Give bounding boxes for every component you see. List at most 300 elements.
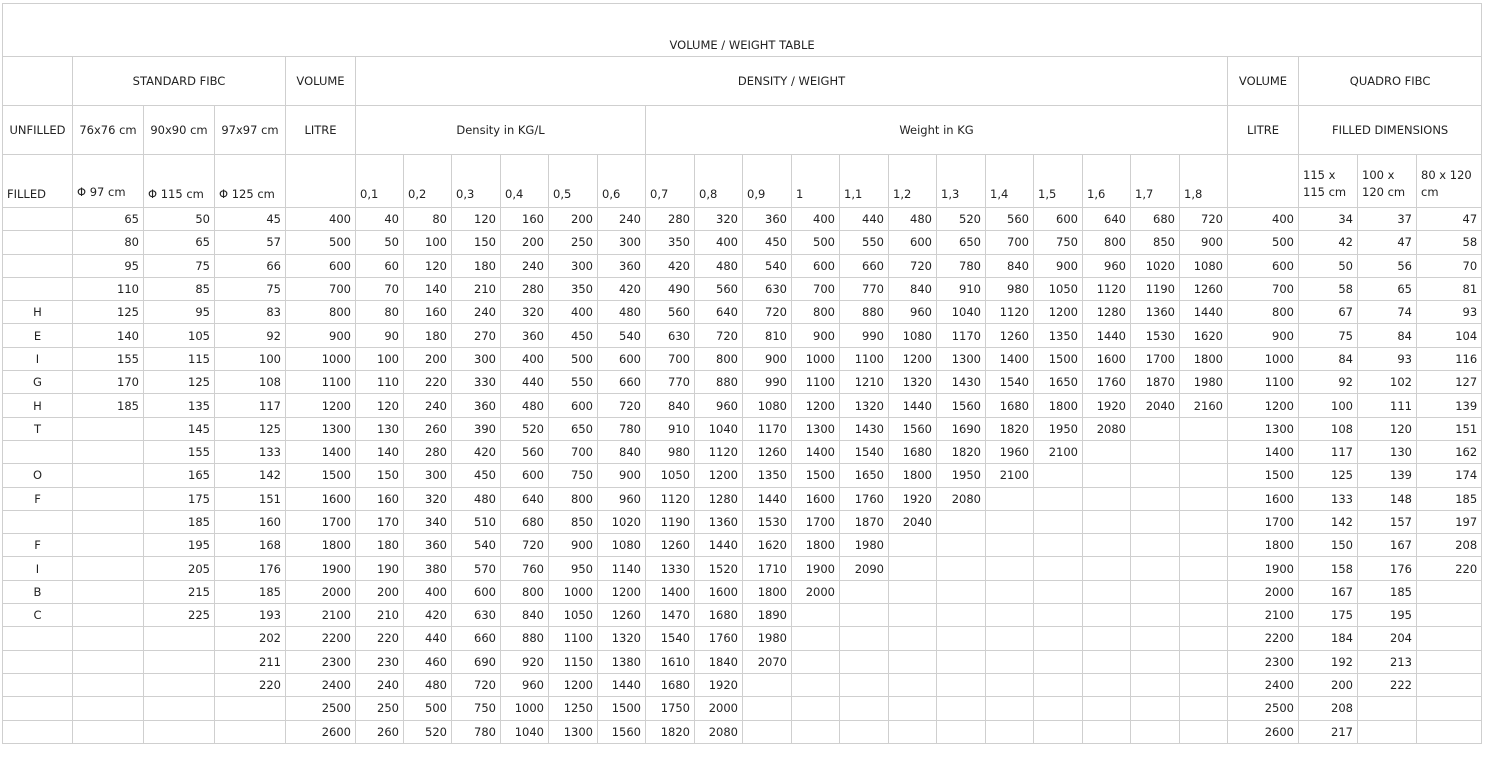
- side-letter: [3, 650, 73, 673]
- cell-weight: [986, 604, 1034, 627]
- table-row: [3, 720, 1482, 743]
- cell-weight: 650: [549, 417, 598, 440]
- cell-weight: [1083, 534, 1131, 557]
- cell-volume-right: 2200: [1228, 627, 1299, 650]
- cell-standard-76: [73, 697, 144, 720]
- cell-quadro-100: 222: [1358, 673, 1417, 696]
- cell-weight: 910: [646, 417, 695, 440]
- cell-weight: 1890: [743, 604, 792, 627]
- cell-quadro-115: 117: [1299, 440, 1358, 463]
- cell-weight: 200: [501, 231, 549, 254]
- cell-quadro-100: 213: [1358, 650, 1417, 673]
- table-row: [3, 324, 1482, 347]
- cell-weight: 1800: [743, 580, 792, 603]
- cell-weight: 800: [501, 580, 549, 603]
- cell-weight: 550: [549, 371, 598, 394]
- table-row: [3, 301, 1482, 324]
- cell-weight: 110: [356, 371, 404, 394]
- cell-weight: 550: [840, 231, 889, 254]
- cell-weight: 990: [840, 324, 889, 347]
- cell-weight: 1680: [695, 604, 743, 627]
- cell-volume: 2000: [286, 580, 356, 603]
- cell-quadro-100: [1358, 720, 1417, 743]
- side-letter: [3, 208, 73, 231]
- cell-quadro-100: 37: [1358, 208, 1417, 231]
- table-row: [3, 231, 1482, 254]
- cell-weight: [986, 673, 1034, 696]
- cell-weight: 900: [792, 324, 840, 347]
- cell-weight: 450: [549, 324, 598, 347]
- cell-standard-90: 105: [144, 324, 215, 347]
- cell-weight: 630: [646, 324, 695, 347]
- cell-weight: [889, 673, 937, 696]
- cell-weight: [1083, 510, 1131, 533]
- cell-quadro-80: 93: [1417, 301, 1482, 324]
- cell-weight: [889, 720, 937, 743]
- cell-weight: 1700: [792, 510, 840, 533]
- cell-weight: 1610: [646, 650, 695, 673]
- cell-weight: 1530: [1131, 324, 1180, 347]
- header-density-16: 1,7: [1131, 155, 1180, 208]
- cell-weight: [1034, 720, 1083, 743]
- cell-weight: 960: [598, 487, 646, 510]
- cell-weight: 1100: [549, 627, 598, 650]
- cell-weight: 210: [356, 604, 404, 627]
- cell-quadro-115: 75: [1299, 324, 1358, 347]
- cell-weight: 1330: [646, 557, 695, 580]
- header-quadro-q3: 80 x 120 cm: [1417, 155, 1482, 208]
- header-diameter-125: Φ 125 cm: [215, 155, 286, 208]
- cell-quadro-115: 34: [1299, 208, 1358, 231]
- cell-weight: 1440: [1180, 301, 1228, 324]
- cell-volume: 1100: [286, 371, 356, 394]
- cell-quadro-80: 162: [1417, 440, 1482, 463]
- cell-weight: [937, 720, 986, 743]
- cell-volume: 400: [286, 208, 356, 231]
- side-letter: [3, 673, 73, 696]
- cell-volume-right: 1900: [1228, 557, 1299, 580]
- side-letter: [3, 697, 73, 720]
- cell-quadro-115: 125: [1299, 464, 1358, 487]
- cell-weight: 1080: [1180, 254, 1228, 277]
- cell-weight: 1260: [986, 324, 1034, 347]
- cell-weight: 1440: [743, 487, 792, 510]
- cell-weight: 2080: [937, 487, 986, 510]
- cell-weight: 420: [646, 254, 695, 277]
- cell-weight: 1690: [937, 417, 986, 440]
- header-density-13: 1,4: [986, 155, 1034, 208]
- cell-weight: 660: [840, 254, 889, 277]
- header-density-5: 0,6: [598, 155, 646, 208]
- cell-weight: 2040: [889, 510, 937, 533]
- cell-weight: 560: [646, 301, 695, 324]
- cell-weight: 920: [501, 650, 549, 673]
- cell-volume-right: 2300: [1228, 650, 1299, 673]
- cell-weight: [937, 557, 986, 580]
- cell-weight: 50: [356, 231, 404, 254]
- cell-volume: 1500: [286, 464, 356, 487]
- table-row: [3, 534, 1482, 557]
- cell-volume: 1900: [286, 557, 356, 580]
- cell-standard-97: 66: [215, 254, 286, 277]
- cell-weight: 1300: [549, 720, 598, 743]
- cell-standard-97: 176: [215, 557, 286, 580]
- cell-quadro-80: 81: [1417, 277, 1482, 300]
- cell-volume: 700: [286, 277, 356, 300]
- cell-weight: 1650: [840, 464, 889, 487]
- cell-weight: [792, 673, 840, 696]
- table-row: [3, 557, 1482, 580]
- cell-volume-right: 1100: [1228, 371, 1299, 394]
- cell-weight: 540: [598, 324, 646, 347]
- cell-weight: [889, 557, 937, 580]
- cell-weight: [1034, 534, 1083, 557]
- cell-quadro-115: 84: [1299, 347, 1358, 370]
- cell-weight: 960: [695, 394, 743, 417]
- cell-weight: 2000: [792, 580, 840, 603]
- cell-weight: 1500: [1034, 347, 1083, 370]
- cell-weight: 2000: [695, 697, 743, 720]
- cell-weight: 130: [356, 417, 404, 440]
- cell-weight: 1320: [840, 394, 889, 417]
- cell-weight: 600: [598, 347, 646, 370]
- cell-weight: 1200: [889, 347, 937, 370]
- cell-weight: 1430: [840, 417, 889, 440]
- cell-standard-97: 133: [215, 440, 286, 463]
- cell-weight: [986, 650, 1034, 673]
- cell-quadro-80: 116: [1417, 347, 1482, 370]
- cell-weight: 320: [695, 208, 743, 231]
- group-volume: VOLUME: [286, 57, 356, 106]
- cell-quadro-115: 217: [1299, 720, 1358, 743]
- cell-standard-90: [144, 650, 215, 673]
- cell-weight: 1170: [937, 324, 986, 347]
- side-letter: [3, 440, 73, 463]
- side-letter: F: [3, 487, 73, 510]
- cell-quadro-100: 130: [1358, 440, 1417, 463]
- cell-weight: 220: [404, 371, 452, 394]
- cell-weight: [1180, 720, 1228, 743]
- cell-weight: 720: [743, 301, 792, 324]
- header-density-in: Density in KG/L: [356, 106, 646, 155]
- cell-weight: [1083, 580, 1131, 603]
- cell-standard-97: 168: [215, 534, 286, 557]
- cell-weight: 160: [356, 487, 404, 510]
- cell-weight: 350: [549, 277, 598, 300]
- cell-weight: 120: [404, 254, 452, 277]
- cell-weight: 960: [1083, 254, 1131, 277]
- cell-weight: 240: [598, 208, 646, 231]
- cell-weight: 840: [646, 394, 695, 417]
- cell-weight: 240: [452, 301, 501, 324]
- cell-weight: 100: [356, 347, 404, 370]
- cell-weight: 1520: [695, 557, 743, 580]
- cell-weight: 480: [889, 208, 937, 231]
- cell-weight: 1600: [695, 580, 743, 603]
- cell-weight: 1400: [792, 440, 840, 463]
- cell-weight: [889, 580, 937, 603]
- cell-standard-97: 151: [215, 487, 286, 510]
- cell-weight: 1760: [840, 487, 889, 510]
- cell-standard-90: 195: [144, 534, 215, 557]
- cell-weight: 360: [743, 208, 792, 231]
- cell-volume: 800: [286, 301, 356, 324]
- cell-standard-97: 220: [215, 673, 286, 696]
- cell-weight: 1710: [743, 557, 792, 580]
- cell-quadro-80: [1417, 720, 1482, 743]
- cell-weight: [889, 697, 937, 720]
- table-row: [3, 347, 1482, 370]
- cell-volume: 2500: [286, 697, 356, 720]
- cell-weight: 900: [549, 534, 598, 557]
- cell-volume: 1600: [286, 487, 356, 510]
- cell-weight: 950: [549, 557, 598, 580]
- cell-weight: 1980: [743, 627, 792, 650]
- cell-weight: 540: [743, 254, 792, 277]
- cell-weight: 840: [598, 440, 646, 463]
- cell-volume-right: 1800: [1228, 534, 1299, 557]
- cell-quadro-80: 220: [1417, 557, 1482, 580]
- cell-weight: 680: [1131, 208, 1180, 231]
- cell-weight: 1540: [646, 627, 695, 650]
- header-density-10: 1,1: [840, 155, 889, 208]
- cell-weight: 360: [501, 324, 549, 347]
- cell-weight: 1040: [937, 301, 986, 324]
- cell-weight: 280: [404, 440, 452, 463]
- cell-weight: 400: [404, 580, 452, 603]
- cell-weight: 980: [646, 440, 695, 463]
- cell-weight: 480: [598, 301, 646, 324]
- cell-weight: 1600: [792, 487, 840, 510]
- cell-weight: 1380: [598, 650, 646, 673]
- header-volume-blank: [286, 155, 356, 208]
- cell-weight: 2080: [695, 720, 743, 743]
- cell-weight: 1620: [743, 534, 792, 557]
- cell-weight: 750: [549, 464, 598, 487]
- cell-volume: 1700: [286, 510, 356, 533]
- cell-weight: 40: [356, 208, 404, 231]
- cell-weight: 1950: [1034, 417, 1083, 440]
- cell-weight: 180: [452, 254, 501, 277]
- cell-quadro-80: 197: [1417, 510, 1482, 533]
- cell-weight: 1620: [1180, 324, 1228, 347]
- cell-weight: 600: [889, 231, 937, 254]
- cell-weight: 780: [598, 417, 646, 440]
- cell-volume: 1200: [286, 394, 356, 417]
- cell-weight: [1131, 440, 1180, 463]
- cell-weight: [743, 673, 792, 696]
- cell-weight: 850: [549, 510, 598, 533]
- cell-standard-97: 100: [215, 347, 286, 370]
- cell-weight: 1760: [695, 627, 743, 650]
- cell-weight: 660: [598, 371, 646, 394]
- cell-volume-right: 600: [1228, 254, 1299, 277]
- cell-volume: 2600: [286, 720, 356, 743]
- cell-weight: 1750: [646, 697, 695, 720]
- cell-weight: 340: [404, 510, 452, 533]
- cell-weight: 440: [404, 627, 452, 650]
- cell-standard-76: 65: [73, 208, 144, 231]
- header-size-97: 97x97 cm: [215, 106, 286, 155]
- cell-standard-90: [144, 720, 215, 743]
- cell-weight: 600: [501, 464, 549, 487]
- cell-weight: 880: [840, 301, 889, 324]
- cell-weight: 1920: [695, 673, 743, 696]
- cell-quadro-115: 133: [1299, 487, 1358, 510]
- cell-weight: 220: [356, 627, 404, 650]
- cell-weight: [792, 604, 840, 627]
- cell-weight: 70: [356, 277, 404, 300]
- cell-quadro-100: 176: [1358, 557, 1417, 580]
- cell-weight: 300: [404, 464, 452, 487]
- cell-weight: 1360: [695, 510, 743, 533]
- cell-weight: [1083, 557, 1131, 580]
- cell-standard-97: 108: [215, 371, 286, 394]
- cell-quadro-115: 208: [1299, 697, 1358, 720]
- cell-weight: 780: [937, 254, 986, 277]
- cell-volume-right: 1500: [1228, 464, 1299, 487]
- cell-weight: 570: [452, 557, 501, 580]
- cell-volume: 1800: [286, 534, 356, 557]
- cell-weight: 2070: [743, 650, 792, 673]
- cell-weight: 1700: [1131, 347, 1180, 370]
- cell-standard-97: 92: [215, 324, 286, 347]
- cell-quadro-100: [1358, 697, 1417, 720]
- cell-quadro-80: [1417, 650, 1482, 673]
- cell-standard-76: 155: [73, 347, 144, 370]
- header-filled-dimensions: FILLED DIMENSIONS: [1299, 106, 1482, 155]
- cell-volume-right: 1200: [1228, 394, 1299, 417]
- cell-quadro-100: 65: [1358, 277, 1417, 300]
- cell-weight: 1200: [1034, 301, 1083, 324]
- cell-weight: 1530: [743, 510, 792, 533]
- cell-weight: 510: [452, 510, 501, 533]
- cell-quadro-115: 192: [1299, 650, 1358, 673]
- cell-weight: 1840: [695, 650, 743, 673]
- cell-weight: [1131, 673, 1180, 696]
- cell-weight: [1131, 720, 1180, 743]
- cell-quadro-100: 204: [1358, 627, 1417, 650]
- cell-weight: [1180, 580, 1228, 603]
- cell-weight: 1000: [501, 697, 549, 720]
- cell-volume: 1000: [286, 347, 356, 370]
- cell-volume: 500: [286, 231, 356, 254]
- cell-weight: 1050: [1034, 277, 1083, 300]
- table-row: [3, 464, 1482, 487]
- cell-weight: 1300: [937, 347, 986, 370]
- cell-weight: 380: [404, 557, 452, 580]
- cell-weight: 980: [986, 277, 1034, 300]
- cell-weight: 1650: [1034, 371, 1083, 394]
- cell-quadro-100: 139: [1358, 464, 1417, 487]
- cell-weight: 240: [501, 254, 549, 277]
- cell-weight: [840, 580, 889, 603]
- cell-weight: 350: [646, 231, 695, 254]
- cell-quadro-80: 47: [1417, 208, 1482, 231]
- cell-weight: 1040: [695, 417, 743, 440]
- cell-weight: 260: [356, 720, 404, 743]
- cell-weight: 1400: [986, 347, 1034, 370]
- header-density-6: 0,7: [646, 155, 695, 208]
- cell-weight: 1050: [646, 464, 695, 487]
- cell-standard-90: 185: [144, 510, 215, 533]
- side-letter: G: [3, 371, 73, 394]
- cell-weight: 1320: [889, 371, 937, 394]
- cell-weight: 720: [695, 324, 743, 347]
- cell-standard-90: 145: [144, 417, 215, 440]
- cell-weight: 1050: [549, 604, 598, 627]
- cell-weight: [1180, 673, 1228, 696]
- cell-weight: [1034, 627, 1083, 650]
- cell-weight: 600: [1034, 208, 1083, 231]
- cell-weight: 1980: [1180, 371, 1228, 394]
- cell-weight: [937, 697, 986, 720]
- header-density-9: 1: [792, 155, 840, 208]
- cell-quadro-100: 47: [1358, 231, 1417, 254]
- cell-weight: 520: [501, 417, 549, 440]
- cell-volume: 1400: [286, 440, 356, 463]
- cell-weight: [1083, 673, 1131, 696]
- cell-weight: 700: [986, 231, 1034, 254]
- cell-weight: 660: [452, 627, 501, 650]
- cell-weight: [1180, 534, 1228, 557]
- cell-standard-76: 95: [73, 254, 144, 277]
- cell-standard-90: 85: [144, 277, 215, 300]
- cell-weight: 1440: [1083, 324, 1131, 347]
- header-density-14: 1,5: [1034, 155, 1083, 208]
- header-density-4: 0,5: [549, 155, 598, 208]
- table-row: [3, 604, 1482, 627]
- cell-standard-97: 57: [215, 231, 286, 254]
- header-density-8: 0,9: [743, 155, 792, 208]
- cell-weight: 800: [1083, 231, 1131, 254]
- cell-weight: 1360: [1131, 301, 1180, 324]
- cell-weight: 1350: [1034, 324, 1083, 347]
- cell-weight: 850: [1131, 231, 1180, 254]
- header-density-12: 1,3: [937, 155, 986, 208]
- cell-weight: 990: [743, 371, 792, 394]
- cell-weight: [889, 534, 937, 557]
- cell-volume-right: 2600: [1228, 720, 1299, 743]
- cell-weight: [1180, 417, 1228, 440]
- cell-weight: [889, 604, 937, 627]
- cell-quadro-115: 100: [1299, 394, 1358, 417]
- cell-weight: 750: [1034, 231, 1083, 254]
- cell-volume: 1300: [286, 417, 356, 440]
- cell-quadro-80: 151: [1417, 417, 1482, 440]
- cell-weight: [1083, 440, 1131, 463]
- cell-standard-90: [144, 697, 215, 720]
- cell-weight: 1560: [889, 417, 937, 440]
- cell-weight: [1180, 487, 1228, 510]
- cell-quadro-100: 120: [1358, 417, 1417, 440]
- cell-weight: 1120: [646, 487, 695, 510]
- cell-quadro-115: 150: [1299, 534, 1358, 557]
- cell-quadro-80: 139: [1417, 394, 1482, 417]
- cell-weight: 1190: [1131, 277, 1180, 300]
- cell-weight: 1800: [792, 534, 840, 557]
- cell-weight: [889, 627, 937, 650]
- cell-weight: 1800: [1180, 347, 1228, 370]
- side-letter: I: [3, 347, 73, 370]
- side-letter: F: [3, 534, 73, 557]
- cell-weight: [1083, 720, 1131, 743]
- side-letter: H: [3, 301, 73, 324]
- cell-weight: 2160: [1180, 394, 1228, 417]
- cell-weight: 400: [549, 301, 598, 324]
- cell-weight: 640: [695, 301, 743, 324]
- cell-standard-76: 185: [73, 394, 144, 417]
